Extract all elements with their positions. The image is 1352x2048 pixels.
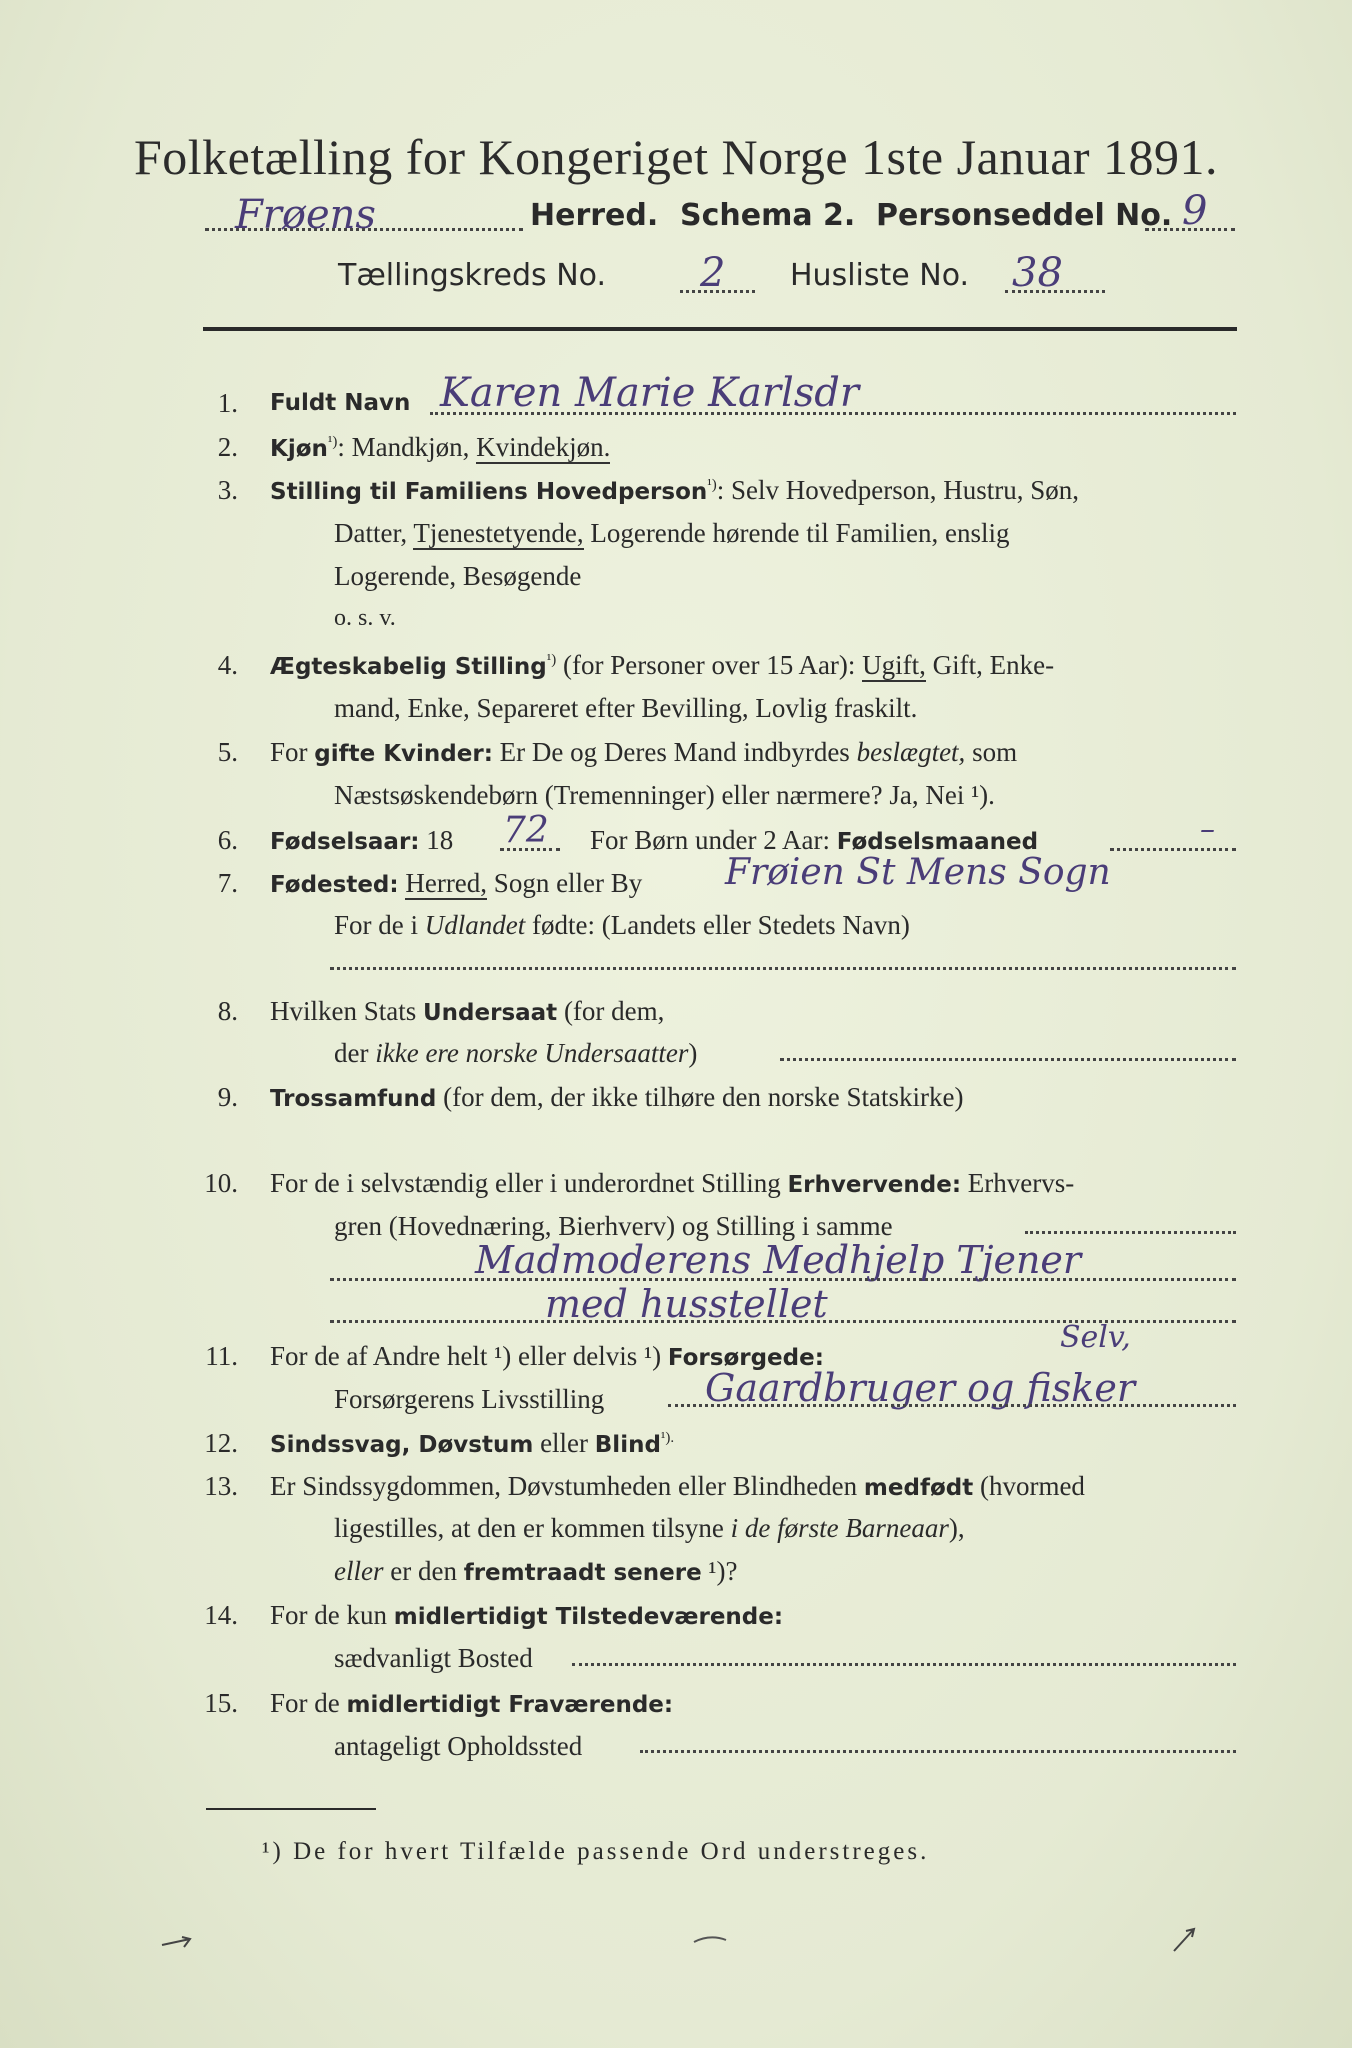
item-5-text: Er De og Deres Mand indbyrdes — [492, 737, 857, 767]
item-8-line2 — [334, 1038, 697, 1069]
item-13-text: (hvormed — [973, 1471, 1085, 1501]
item-13-line2 — [334, 1513, 965, 1544]
item-number: 14. — [204, 1600, 238, 1630]
corner-mark-right-icon — [1170, 1925, 1200, 1955]
item-14-line2: sædvanligt Bosted — [334, 1643, 533, 1673]
item-15-pre: For de — [270, 1688, 347, 1718]
item-12-text: eller — [533, 1428, 595, 1458]
item-13-text: ), — [948, 1513, 965, 1543]
dotline — [1025, 1231, 1236, 1234]
stilling-text: Datter, — [334, 518, 414, 548]
dotline — [640, 1750, 1236, 1753]
herred-label: Herred. — [530, 198, 659, 233]
stilling-text: Logerende hørende til Familien, enslig — [583, 518, 1010, 548]
item-13-line1 — [270, 1471, 1085, 1502]
value-erhverv-2: med husstellet — [545, 1282, 828, 1326]
taellingskreds-label: Tællingskreds No. — [338, 258, 606, 293]
item-8-line1 — [270, 996, 664, 1027]
label-kjon: Kjøn — [270, 436, 328, 462]
dotline — [500, 848, 560, 851]
label-forsorgede: Forsørgede: — [667, 1345, 824, 1371]
item-number: 10. — [204, 1168, 238, 1198]
aegteskab-text: (for Personer over 15 Aar): — [556, 650, 863, 680]
item-9-line — [270, 1082, 963, 1113]
item-2-text — [270, 432, 610, 463]
value-fodested: Frøien St Mens Sogn — [725, 852, 1111, 893]
value-fodselsmaaned: – — [1200, 812, 1215, 847]
item-number: 3. — [217, 475, 238, 505]
label-fravaerende: midlertidigt Fraværende: — [346, 1692, 674, 1718]
label-gifte-kvinder: gifte Kvinder: — [314, 741, 493, 767]
aegteskab-selected: Ugift, — [862, 650, 926, 680]
taellingskreds-dotline — [680, 290, 755, 293]
dotline — [330, 967, 1236, 970]
item-number: 1. — [217, 388, 238, 418]
item-8-text: der — [334, 1038, 376, 1068]
item-7-line1 — [270, 868, 642, 899]
item-number: 9. — [217, 1082, 238, 1112]
item-number: 12. — [204, 1428, 238, 1458]
personseddel-value: 9 — [1182, 188, 1208, 234]
item-13-italic: i de første Barneaar — [730, 1513, 949, 1543]
dotline — [1110, 848, 1236, 851]
item-4-line2: mand, Enke, Separeret efter Bevilling, Lovlig fraskilt. — [334, 693, 918, 723]
item-15-line1 — [270, 1688, 673, 1719]
item-6-line — [270, 825, 453, 856]
item-3-line2 — [334, 518, 1009, 549]
item-8-text: (for dem, — [557, 996, 665, 1026]
label-erhvervende: Erhvervende: — [787, 1172, 962, 1198]
husliste-label: Husliste No. — [790, 258, 970, 293]
item-number: 7. — [217, 868, 238, 898]
husliste-value: 38 — [1012, 250, 1063, 296]
year-prefix: 18 — [419, 825, 454, 855]
item-13-italic: eller — [334, 1556, 384, 1586]
item-5-text: som — [965, 737, 1018, 767]
item-13-text: Er Sindssygdommen, Døvstumheden eller Blindheden — [270, 1471, 864, 1501]
footnote-mark: ¹). — [660, 1430, 675, 1446]
item-number: 8. — [217, 996, 238, 1026]
value-erhverv-1: Madmoderens Medhjelp Tjener — [475, 1238, 1082, 1282]
label-fodested: Fødested: — [270, 872, 399, 898]
kjon-options: : Mandkjøn, — [337, 432, 477, 462]
label-fuldt-navn: Fuldt Navn — [270, 390, 411, 416]
herred-value: Frøens — [235, 192, 376, 238]
item-8-pre: Hvilken Stats — [270, 996, 423, 1026]
fodested-selected: Herred, — [405, 868, 488, 898]
item-14-line1 — [270, 1600, 783, 1631]
taellingskreds-value: 2 — [700, 250, 726, 296]
item-5-italic: beslægtet, — [856, 737, 966, 767]
item-7-text: For de i — [334, 910, 425, 940]
item-5-line1 — [270, 737, 1017, 768]
item-13-text: ligestilles, at den er kommen tilsyne — [334, 1513, 731, 1543]
schema-label: Schema 2. — [680, 198, 856, 233]
footnote-mark: ¹) — [707, 477, 717, 493]
footnote-mark: ¹) — [327, 434, 338, 450]
value-fuldt-navn: Karen Marie Karlsdr — [440, 370, 860, 416]
item-number: 15. — [204, 1688, 238, 1718]
herred-dotline — [205, 228, 523, 231]
item-3-line4: o. s. v. — [334, 605, 396, 631]
item-8-text: ) — [688, 1038, 698, 1068]
label-fodselsaar: Fødselsaar: — [270, 829, 420, 855]
item-3-line3: Logerende, Besøgende — [334, 561, 582, 591]
label-sindssvag: Sindssvag, Døvstum — [270, 1432, 534, 1458]
item-13-text: ¹)? — [701, 1556, 738, 1586]
label-tilstedevaerende: midlertidigt Tilstedeværende: — [393, 1604, 784, 1630]
item-4-line1 — [270, 650, 1054, 681]
item-3-line1 — [270, 475, 1079, 506]
item-10-text: Erhvervs- — [961, 1168, 1075, 1198]
label-undersaat: Undersaat — [423, 1000, 558, 1026]
stilling-selected: Tjenestetyende, — [413, 518, 584, 548]
dotline — [780, 1058, 1236, 1061]
footnote-text: ¹) De for hvert Tilfælde passende Ord understreges. — [262, 1838, 930, 1865]
item-8-italic: ikke ere norske Undersaatter — [375, 1038, 689, 1068]
item-7-line2 — [334, 910, 910, 941]
item-10-line1 — [270, 1168, 1074, 1199]
item-10-text: For de i selvstændig eller i underordnet Stilling — [270, 1168, 788, 1198]
item-number: 6. — [217, 825, 238, 855]
label-fremtraadt: fremtraadt senere — [463, 1560, 702, 1586]
item-number: 5. — [217, 737, 238, 767]
dotline — [572, 1663, 1236, 1666]
label-aegteskabelig: Ægteskabelig Stilling — [270, 654, 547, 680]
dotline — [668, 1404, 1236, 1407]
husliste-dotline — [1005, 290, 1105, 293]
item-number: 4. — [217, 650, 238, 680]
item-11-text: For de af Andre helt ¹) eller delvis ¹) — [270, 1341, 668, 1371]
item-7-italic: Udlandet — [424, 910, 526, 940]
item-9-text: (for dem, der ikke tilhøre den norske Statskirke) — [436, 1082, 964, 1112]
corner-mark-left-icon — [160, 1935, 200, 1955]
label-trossamfund: Trossamfund — [270, 1086, 437, 1112]
stilling-options: : Selv Hovedperson, Hustru, Søn, — [716, 475, 1079, 505]
label-medfodt: medfødt — [863, 1475, 974, 1501]
corner-mark-center-icon — [692, 1930, 732, 1950]
value-forsorger-above: Selv, — [1060, 1320, 1131, 1355]
item-5-pre: For — [270, 737, 315, 767]
item-5-line2: Næstsøskendebørn (Tremenninger) eller nærmere? Ja, Nei ¹). — [334, 780, 995, 810]
aegteskab-text: Gift, Enke- — [925, 650, 1055, 680]
value-forsorger: Gaardbruger og fisker — [705, 1366, 1135, 1410]
label-blind: Blind — [594, 1432, 661, 1458]
item-number: 2. — [217, 432, 238, 462]
item-number: 13. — [204, 1471, 238, 1501]
label-fodselsmaaned: Fødselsmaaned — [836, 829, 1039, 855]
header-rule — [203, 327, 1237, 331]
kjon-selected: Kvindekjøn. — [476, 432, 611, 462]
personseddel-label: Personseddel No. — [876, 198, 1173, 233]
item-6-text: For Børn under 2 Aar: — [590, 825, 837, 855]
dotline — [330, 1278, 1236, 1281]
item-15-line2: antageligt Opholdssted — [334, 1731, 583, 1761]
item-13-line3 — [334, 1556, 738, 1587]
item-11-line2: Forsørgerens Livsstilling — [334, 1384, 605, 1414]
footnote-mark: ¹) — [546, 652, 557, 668]
personseddel-dotline — [1145, 228, 1235, 231]
form-title: Folketælling for Kongeriget Norge 1ste Januar 1891. — [133, 129, 1219, 185]
fodested-text: Sogn eller By — [487, 868, 643, 898]
item-7-text: fødte: (Landets eller Stedets Navn) — [525, 910, 910, 940]
item-14-pre: For de kun — [270, 1600, 394, 1630]
item-13-text: er den — [383, 1556, 464, 1586]
item-10-line2: gren (Hovednæring, Bierhverv) og Stilling i samme — [334, 1211, 893, 1241]
item-number: 11. — [205, 1341, 238, 1371]
dotline — [430, 412, 1236, 415]
item-12-line — [270, 1428, 674, 1459]
label-stilling: Stilling til Familiens Hovedperson — [270, 479, 708, 505]
value-fodselsaar: 72 — [503, 810, 549, 851]
footnote-rule — [206, 1808, 376, 1810]
